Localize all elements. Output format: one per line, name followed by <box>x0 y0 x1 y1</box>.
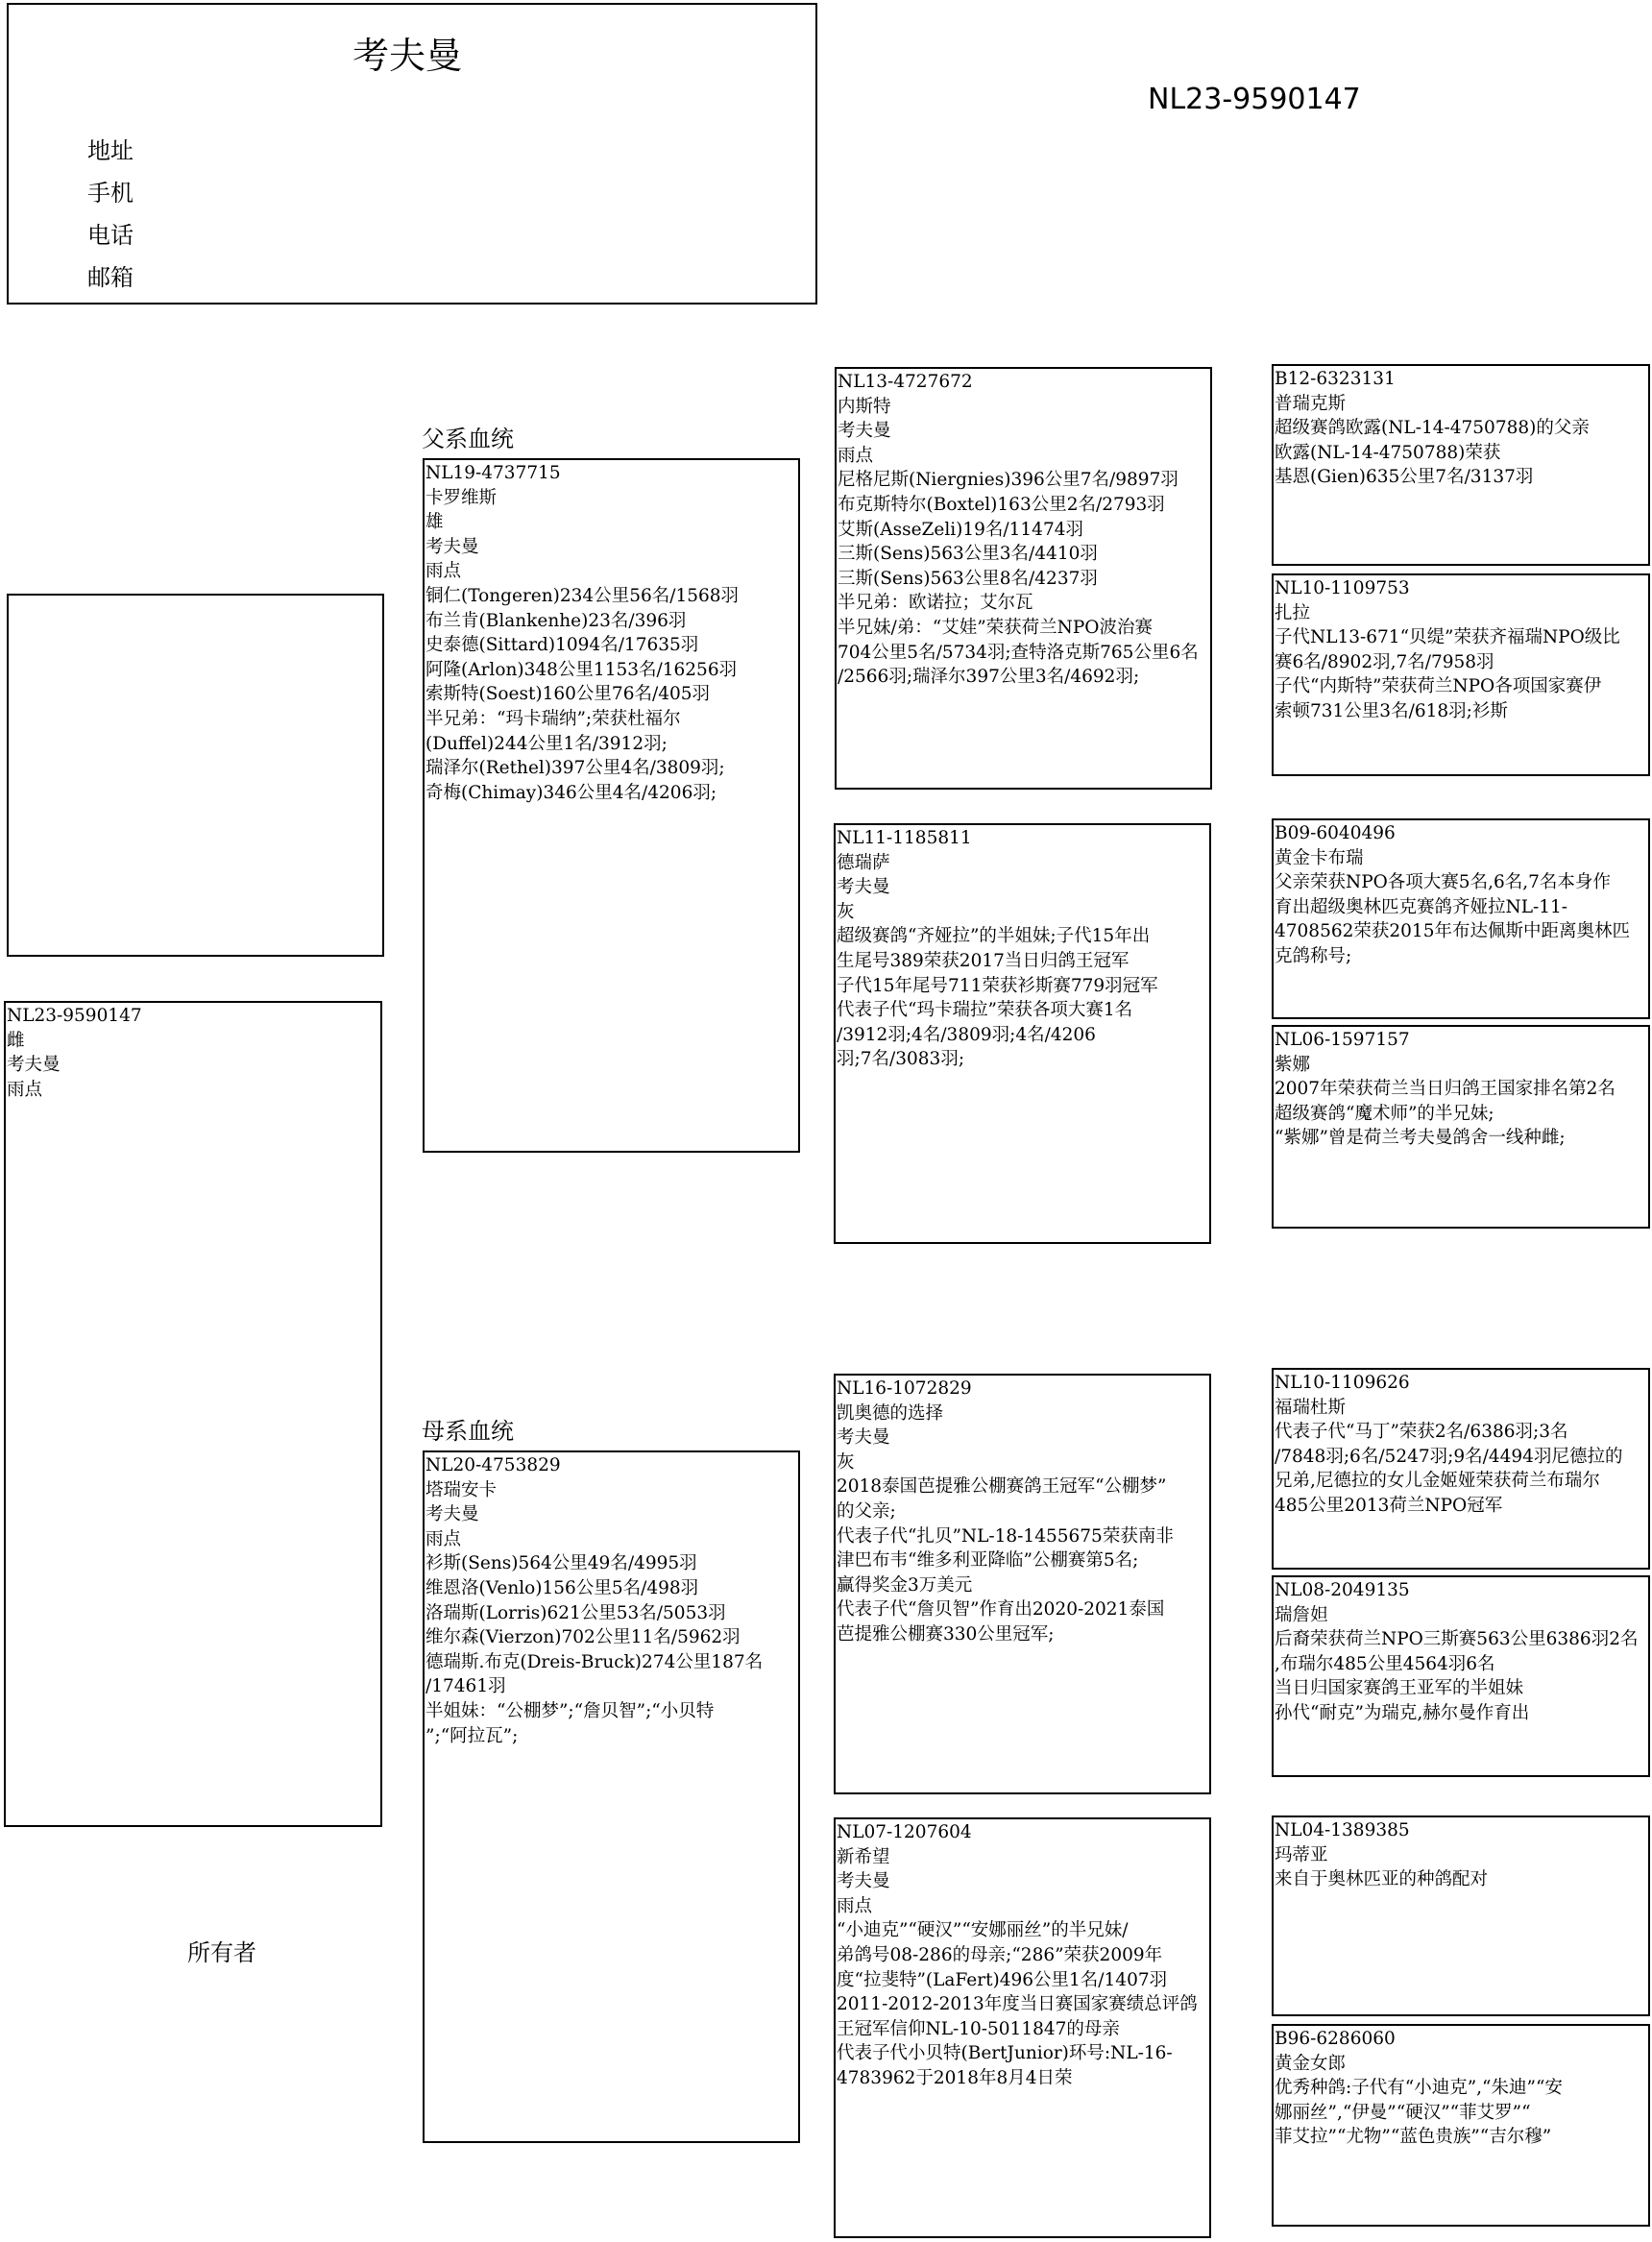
pedigree-line: 超级赛鸽“魔术师”的半兄妹; <box>1275 1103 1494 1124</box>
sire-dam-dam-card <box>1272 1025 1650 1229</box>
pedigree-line: 代表子代“马丁”荣获2名/6386羽;3名 <box>1275 1422 1568 1443</box>
pedigree-line: 维恩洛(Venlo)156公里5名/498羽 <box>425 1577 699 1598</box>
pedigree-line: 半兄妹/弟：“艾娃”荣获荷兰NPO波治赛 <box>838 617 1153 638</box>
pedigree-line: 黄金女郎 <box>1275 2053 1347 2074</box>
dam-details <box>425 1453 796 1748</box>
pedigree-line: 内斯特 <box>838 396 891 417</box>
owner-info-panel <box>7 3 817 305</box>
sire-details <box>425 461 796 805</box>
pedigree-line: 生尾号389荣获2017当日归鸽王冠军 <box>837 950 1130 971</box>
mobile-label: 手机 <box>87 180 134 207</box>
dam-sire-dam-card <box>1272 1575 1650 1777</box>
dam-dam-dam-details <box>1275 2027 1646 2150</box>
pedigree-line: 史泰德(Sittard)1094名/17635羽 <box>425 635 699 656</box>
pedigree-line: 铜仁(Tongeren)234公里56名/1568羽 <box>425 585 740 606</box>
pedigree-line: 4783962于2018年8月4日荣 <box>837 2067 1073 2088</box>
pedigree-line: 半姐妹：“公棚梦”;“詹贝智”;“小贝特 <box>425 1700 715 1721</box>
email-label: 邮箱 <box>87 264 134 291</box>
pedigree-line: NL20-4753829 <box>425 1455 561 1475</box>
sire-sire-details <box>838 370 1208 690</box>
pedigree-line: 考夫曼 <box>7 1055 61 1076</box>
pedigree-line: “紫娜”曾是荷兰考夫曼鸽舍一线种雌; <box>1275 1128 1566 1149</box>
owner-name: 考夫曼 <box>352 35 462 77</box>
pedigree-line: 灰 <box>837 901 855 922</box>
sire-sire-card <box>835 367 1212 790</box>
sire-dam-details <box>837 826 1207 1072</box>
pedigree-line: 度“拉斐特”(LaFert)496公里1名/1407羽 <box>837 1969 1168 1990</box>
pedigree-line: ,布瑞尔485公里4564羽6名 <box>1275 1653 1495 1674</box>
dam-sire-sire-card <box>1272 1368 1650 1570</box>
pedigree-line: 赢得奖金3万美元 <box>837 1574 973 1596</box>
pedigree-line: 雨点 <box>425 1528 462 1549</box>
pedigree-line: 当日归国家赛鸽王亚军的半姐妹 <box>1275 1678 1524 1699</box>
pedigree-line: 三斯(Sens)563公里8名/4237羽 <box>838 568 1098 589</box>
pedigree-line: /7848羽;6名/5247羽;9名/4494羽尼德拉的 <box>1275 1446 1623 1467</box>
pedigree-line: 玛蒂亚 <box>1275 1844 1328 1865</box>
dam-dam-details <box>837 1820 1207 2091</box>
pedigree-line: 布克斯特尔(Boxtel)163公里2名/2793羽 <box>838 494 1165 515</box>
pedigree-line: 德瑞斯.布克(Dreis-Bruck)274公里187名 <box>425 1651 764 1672</box>
pedigree-line: (Duffel)244公里1名/3912羽; <box>425 733 668 754</box>
pedigree-line: 羽;7名/3083羽; <box>837 1049 965 1070</box>
pedigree-line: 艾斯(AsseZeli)19名/11474羽 <box>838 519 1083 540</box>
pedigree-line: 考夫曼 <box>425 536 479 557</box>
photo-placeholder <box>7 594 384 957</box>
pedigree-line: 代表子代“詹贝智”作育出2020-2021泰国 <box>837 1599 1165 1621</box>
ring-number-heading: NL23-9590147 <box>1148 83 1361 116</box>
pedigree-line: 考夫曼 <box>425 1504 479 1525</box>
pedigree-line: /3912羽;4名/3809羽;4名/4206 <box>837 1024 1096 1045</box>
pedigree-line: 衫斯(Sens)564公里49名/4995羽 <box>425 1553 697 1574</box>
pedigree-line: 雨点 <box>837 1895 873 1916</box>
pedigree-line: 娜丽丝”,“伊曼”“硬汉”“菲艾罗”“ <box>1275 2102 1531 2123</box>
pedigree-line: 兄弟,尼德拉的女儿金姬娅荣获荷兰布瑞尔 <box>1275 1471 1600 1492</box>
pedigree-line: 福瑞杜斯 <box>1275 1397 1347 1418</box>
sire-sire-sire-card <box>1272 364 1650 566</box>
pedigree-line: 育出超级奥林匹克赛鸽齐娅拉NL-11- <box>1275 896 1568 917</box>
pedigree-line: 欧露(NL-14-4750788)荣获 <box>1275 442 1501 463</box>
pedigree-line: 孙代“耐克”为瑞克,赫尔曼作育出 <box>1275 1702 1530 1723</box>
pedigree-line: NL10-1109626 <box>1275 1373 1410 1393</box>
pedigree-line: 704公里5名/5734羽;查特洛克斯765公里6名 <box>838 642 1199 663</box>
pedigree-line: NL06-1597157 <box>1275 1030 1410 1050</box>
pedigree-line: 的父亲; <box>837 1500 896 1522</box>
pedigree-line: 代表子代小贝特(BertJunior)环号:NL-16- <box>837 2043 1173 2064</box>
pedigree-line: 维尔森(Vierzon)702公里11名/5962羽 <box>425 1627 741 1648</box>
pedigree-line: 索斯特(Soest)160公里76名/405羽 <box>425 684 711 705</box>
pedigree-line: 黄金卡布瑞 <box>1275 847 1364 868</box>
pedigree-line: 瑞詹妲 <box>1275 1604 1328 1625</box>
pedigree-line: 来自于奥林匹亚的种鸽配对 <box>1275 1869 1489 1890</box>
pedigree-line: 2018泰国芭提雅公棚赛鸽王冠军“公棚梦” <box>837 1476 1167 1498</box>
pedigree-line: 塔瑞安卡 <box>425 1479 498 1500</box>
pedigree-line: 克鸽称号; <box>1275 945 1352 966</box>
pedigree-line: 父亲荣获NPO各项大赛5名,6名,7名本身作 <box>1275 872 1611 893</box>
pedigree-line: 三斯(Sens)563公里3名/4410羽 <box>838 544 1098 565</box>
sire-dam-dam-details <box>1275 1028 1646 1151</box>
pedigree-line: 洛瑞斯(Lorris)621公里53名/5053羽 <box>425 1602 726 1623</box>
pedigree-line: 考夫曼 <box>837 877 890 898</box>
pedigree-line: 布兰肯(Blankenhe)23名/396羽 <box>425 610 687 631</box>
pedigree-line: 津巴布韦“维多利亚降临”公棚赛第5名; <box>837 1550 1139 1572</box>
pedigree-line: B96-6286060 <box>1275 2029 1396 2049</box>
pedigree-line: NL16-1072829 <box>837 1378 972 1399</box>
owner-contact-fields <box>87 130 134 299</box>
pedigree-line: 子代NL13-671“贝缇”荣获齐福瑞NPO级比 <box>1275 627 1620 648</box>
sire-card <box>423 458 800 1153</box>
pedigree-line: 基恩(Gien)635公里7名/3137羽 <box>1275 467 1534 488</box>
pedigree-line: 雨点 <box>838 445 874 466</box>
pedigree-line: 凯奥德的选择 <box>837 1402 944 1424</box>
pedigree-line: NL11-1185811 <box>837 828 972 848</box>
pedigree-line: 菲艾拉”“尤物”“蓝色贵族”“吉尔穆” <box>1275 2127 1552 2148</box>
pedigree-line: 芭提雅公棚赛330公里冠军; <box>837 1623 1055 1645</box>
pedigree-line: “小迪克”“硬汉”“安娜丽丝”的半兄妹/ <box>837 1920 1129 1941</box>
pedigree-line: 雄 <box>425 512 444 533</box>
pedigree-line: 代表子代“扎贝”NL-18-1455675荣获南非 <box>837 1525 1174 1547</box>
pedigree-line: 超级赛鸽欧露(NL-14-4750788)的父亲 <box>1275 418 1590 439</box>
pedigree-line: 普瑞克斯 <box>1275 393 1347 414</box>
pedigree-line: 阿隆(Arlon)348公里1153名/16256羽 <box>425 659 738 680</box>
sire-dam-sire-details <box>1275 821 1646 969</box>
pedigree-line: 王冠军信仰NL-10-5011847的母亲 <box>837 2018 1120 2039</box>
pedigree-line: 优秀种鸽:子代有“小迪克”,“朱迪”“安 <box>1275 2078 1563 2099</box>
pedigree-line: NL10-1109753 <box>1275 578 1410 598</box>
pedigree-line: 半兄弟：“玛卡瑞纳”;荣获杜福尔 <box>425 708 681 729</box>
pedigree-line: ”;“阿拉瓦”; <box>425 1725 519 1746</box>
pedigree-line: 2011-2012-2013年度当日赛国家赛绩总评鸽 <box>837 1994 1198 2015</box>
maternal-label: 母系血统 <box>422 1418 514 1445</box>
pedigree-line: 卡罗维斯 <box>425 487 498 508</box>
dam-dam-card <box>834 1817 1211 2238</box>
pedigree-line: 扎拉 <box>1275 602 1311 623</box>
pedigree-line: B09-6040496 <box>1275 823 1396 843</box>
pedigree-line: 后裔荣获荷兰NPO三斯赛563公里6386羽2名 <box>1275 1629 1639 1650</box>
dam-dam-sire-card <box>1272 1816 1650 2016</box>
pedigree-line: 索顿731公里3名/618羽;衫斯 <box>1275 700 1508 721</box>
pedigree-line: 代表子代“玛卡瑞拉”荣获各项大赛1名 <box>837 1000 1133 1021</box>
pedigree-line: 奇梅(Chimay)346公里4名/4206羽; <box>425 782 717 803</box>
pedigree-line: 考夫曼 <box>838 421 891 442</box>
dam-sire-details <box>837 1377 1207 1647</box>
pedigree-line: 485公里2013荷兰NPO冠军 <box>1275 1495 1503 1516</box>
pedigree-line: 德瑞萨 <box>837 852 890 873</box>
pedigree-line: 新希望 <box>837 1846 890 1867</box>
dam-dam-sire-details <box>1275 1818 1646 1892</box>
pedigree-line: 雨点 <box>425 561 462 582</box>
subject-pigeon-card <box>4 1001 382 1827</box>
pedigree-line: 赛6名/8902羽,7名/7958羽 <box>1275 651 1494 672</box>
pedigree-line: 考夫曼 <box>837 1871 890 1892</box>
phone-label: 电话 <box>87 222 134 249</box>
pedigree-line: 考夫曼 <box>837 1427 890 1449</box>
dam-dam-dam-card <box>1272 2024 1650 2227</box>
pedigree-line: 半兄弟：欧诺拉；艾尔瓦 <box>838 593 1033 614</box>
pedigree-line: 雨点 <box>7 1079 43 1100</box>
pedigree-line: 瑞泽尔(Rethel)397公里4名/3809羽; <box>425 758 725 779</box>
pedigree-line: 子代15年尾号711荣获衫斯赛779羽冠军 <box>837 975 1158 996</box>
pedigree-line: 2007年荣获荷兰当日归鸽王国家排名第2名 <box>1275 1079 1616 1100</box>
address-label: 地址 <box>87 137 134 164</box>
pedigree-line: 子代“内斯特”荣获荷兰NPO各项国家赛伊 <box>1275 676 1602 697</box>
pedigree-line: 紫娜 <box>1275 1054 1311 1075</box>
subject-pigeon-details <box>7 1004 378 1102</box>
pedigree-line: NL04-1389385 <box>1275 1820 1410 1840</box>
pedigree-line: 雌 <box>7 1030 25 1051</box>
dam-sire-card <box>834 1374 1211 1794</box>
owner-label: 所有者 <box>187 1939 256 1966</box>
pedigree-line: NL13-4727672 <box>838 372 973 392</box>
pedigree-line: 尼格尼斯(Niergnies)396公里7名/9897羽 <box>838 470 1178 491</box>
pedigree-line: NL23-9590147 <box>7 1006 142 1026</box>
pedigree-line: 弟鸽号08-286的母亲;“286”荣获2009年 <box>837 1944 1163 1965</box>
pedigree-line: NL08-2049135 <box>1275 1580 1410 1600</box>
dam-sire-dam-details <box>1275 1578 1646 1726</box>
paternal-label: 父系血统 <box>422 426 514 452</box>
sire-sire-dam-card <box>1272 573 1650 776</box>
pedigree-line: NL19-4737715 <box>425 463 561 483</box>
pedigree-line: /17461羽 <box>425 1676 506 1697</box>
pedigree-line: NL07-1207604 <box>837 1822 972 1842</box>
pedigree-line: B12-6323131 <box>1275 369 1396 389</box>
dam-sire-sire-details <box>1275 1371 1646 1519</box>
dam-card <box>423 1450 800 2143</box>
pedigree-line: 4708562荣获2015年布达佩斯中距离奥林匹 <box>1275 921 1630 942</box>
pedigree-line: 超级赛鸽“齐娅拉”的半姐妹;子代15年出 <box>837 926 1151 947</box>
sire-dam-sire-card <box>1272 818 1650 1019</box>
sire-dam-card <box>834 823 1211 1244</box>
sire-sire-dam-details <box>1275 576 1646 724</box>
pedigree-line: 灰 <box>837 1451 855 1473</box>
sire-sire-sire-details <box>1275 367 1646 490</box>
pedigree-line: /2566羽;瑞泽尔397公里3名/4692羽; <box>838 667 1140 688</box>
